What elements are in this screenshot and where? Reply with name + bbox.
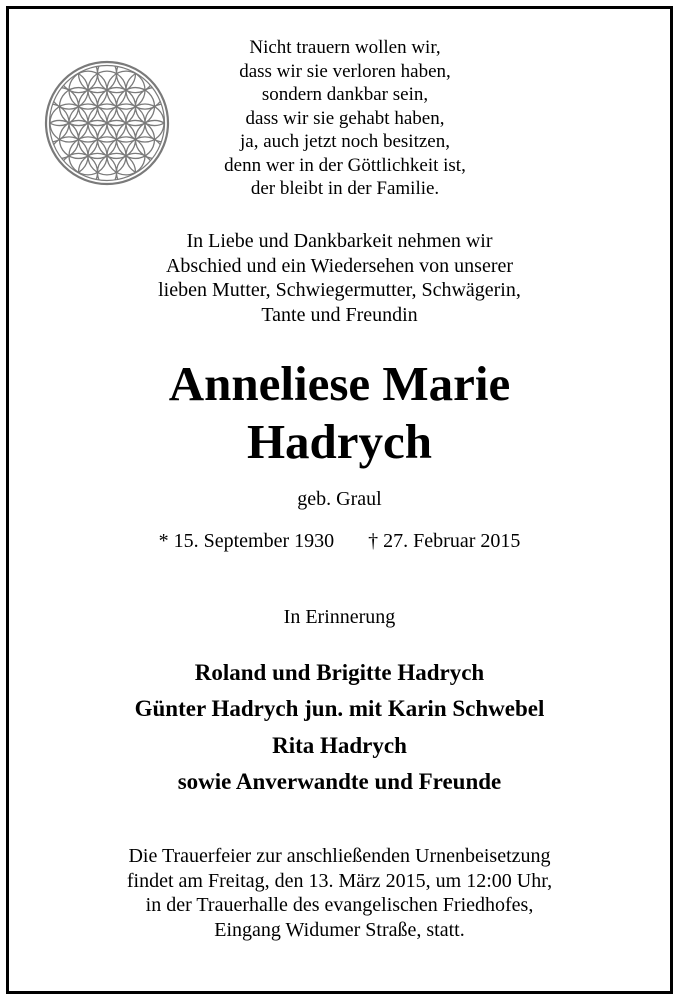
birth-name: geb. Graul [297, 488, 382, 510]
deceased-first-names: Anneliese Marie [168, 356, 511, 411]
poem-line: dass wir sie verloren haben, [239, 60, 451, 82]
service-line: findet am Freitag, den 13. März 2015, um 12:00 Uhr, [126, 869, 553, 892]
life-dates [0, 528, 679, 554]
service-line: Die Trauerfeier zur anschließenden Urnenbeisetzung [128, 845, 551, 867]
poem-line: denn wer in der Göttlichkeit ist, [224, 154, 466, 176]
mourners-list [0, 655, 679, 800]
death-date: † 27. Februar 2015 [368, 530, 521, 552]
service-line: Eingang Widumer Straße, statt. [214, 918, 465, 941]
memory-heading: In Erinnerung [283, 606, 396, 628]
poem-line: ja, auch jetzt noch besitzen, [240, 131, 450, 152]
mourner-line: Günter Hadrych jun. mit Karin Schwebel [134, 696, 545, 722]
birth-date: * 15. September 1930 [158, 530, 335, 552]
poem-line: dass wir sie gehabt haben, [245, 107, 445, 129]
poem-line: sondern dankbar sein, [261, 84, 429, 105]
intro-line: Tante und Freundin [261, 303, 418, 326]
poem-line: der bleibt in der Familie. [250, 178, 440, 199]
poem-line: Nicht trauern wollen wir, [249, 37, 441, 58]
intro-text [0, 229, 679, 327]
mourner-line: Rita Hadrych [272, 732, 407, 758]
service-details [0, 844, 679, 942]
intro-line: Abschied und ein Wiedersehen von unserer [165, 254, 514, 277]
service-line: in der Trauerhalle des evangelischen Friedhofes, [145, 894, 534, 916]
deceased-surname: Hadrych [246, 414, 433, 469]
mourner-line: Roland und Brigitte Hadrych [194, 660, 485, 685]
deceased-name [0, 355, 679, 471]
mourner-line: sowie Anverwandte und Freunde [177, 768, 502, 794]
intro-line: In Liebe und Dankbarkeit nehmen wir [186, 230, 493, 252]
flower-of-life-icon [44, 60, 170, 186]
intro-line: lieben Mutter, Schwiegermutter, Schwägerin, [158, 279, 521, 301]
poem [180, 36, 510, 201]
